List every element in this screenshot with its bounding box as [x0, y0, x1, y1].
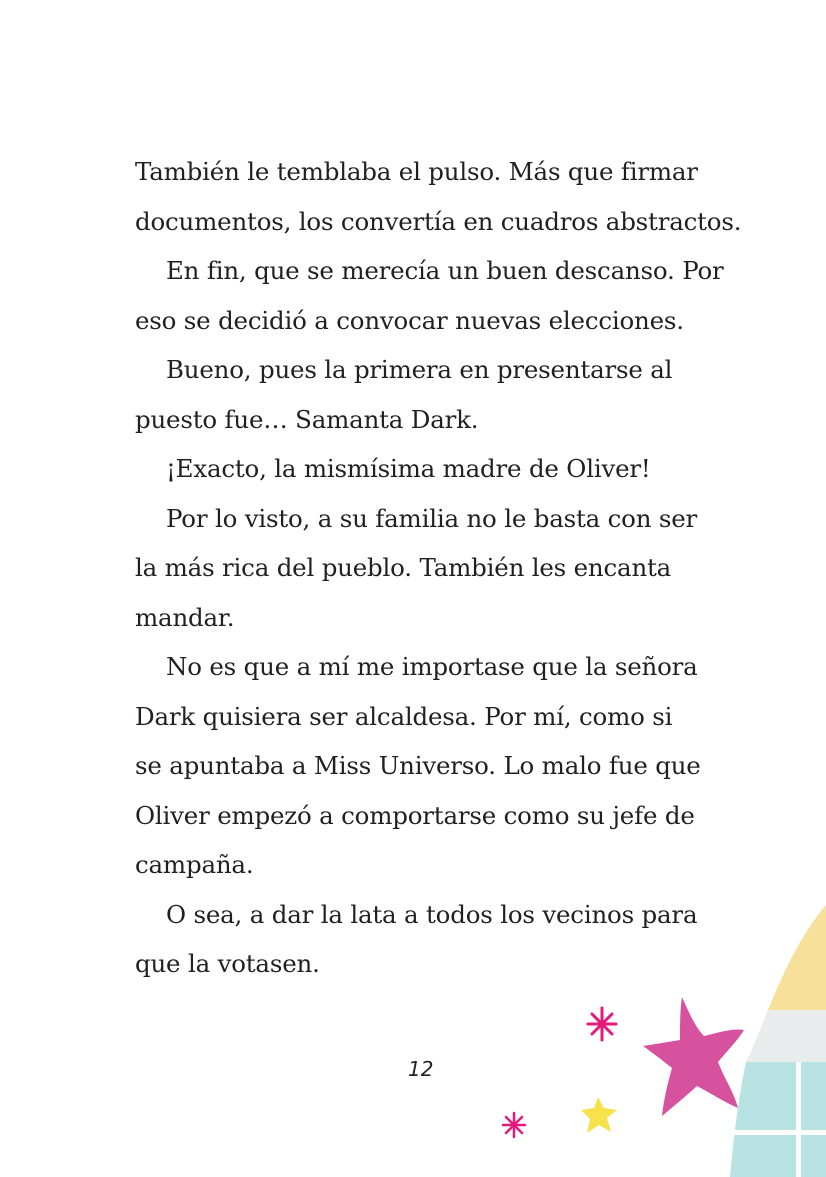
text-line: documentos, los convertía en cuadros abstractos. — [135, 206, 742, 236]
page-number: 12 — [408, 1057, 434, 1081]
magenta-sparkle-icon — [503, 1113, 525, 1137]
text-line: puesto fue… Samanta Dark. — [135, 404, 479, 434]
house-wall — [746, 1010, 826, 1062]
text-line: se apuntaba a Miss Universo. Lo malo fue que — [135, 751, 701, 780]
text-line: que la votasen. — [135, 949, 320, 978]
text-line: Por lo visto, a su familia no le basta con ser — [166, 503, 698, 533]
text-line: Oliver empezó a comportarse como su jefe de — [135, 800, 695, 830]
magenta-sparkle-icon — [588, 1008, 616, 1040]
text-line: campaña. — [135, 850, 254, 879]
text-line: la más rica del pueblo. También les encanta — [135, 553, 672, 582]
text-line: O sea, a dar la lata a todos los vecinos para — [166, 899, 698, 929]
text-line: También le temblaba el pulso. Más que firmar — [135, 157, 698, 186]
pink-star-icon — [643, 997, 744, 1116]
text-line: mandar. — [135, 602, 235, 632]
text-line: ¡Exacto, la mismísima madre de Oliver! — [166, 454, 651, 483]
body-text — [135, 152, 742, 994]
yellow-star-icon — [581, 1097, 617, 1133]
text-line: En fin, que se merecía un buen descanso. Por — [166, 256, 724, 285]
text-line: eso se decidió a convocar nuevas elecciones. — [135, 305, 684, 335]
house-roof — [768, 905, 826, 1010]
house-window — [730, 1062, 826, 1177]
text-line: Dark quisiera ser alcaldesa. Por mí, como si — [135, 701, 673, 731]
text-line: No es que a mí me importase que la señora — [166, 652, 698, 681]
text-line: Bueno, pues la primera en presentarse al — [166, 355, 673, 384]
